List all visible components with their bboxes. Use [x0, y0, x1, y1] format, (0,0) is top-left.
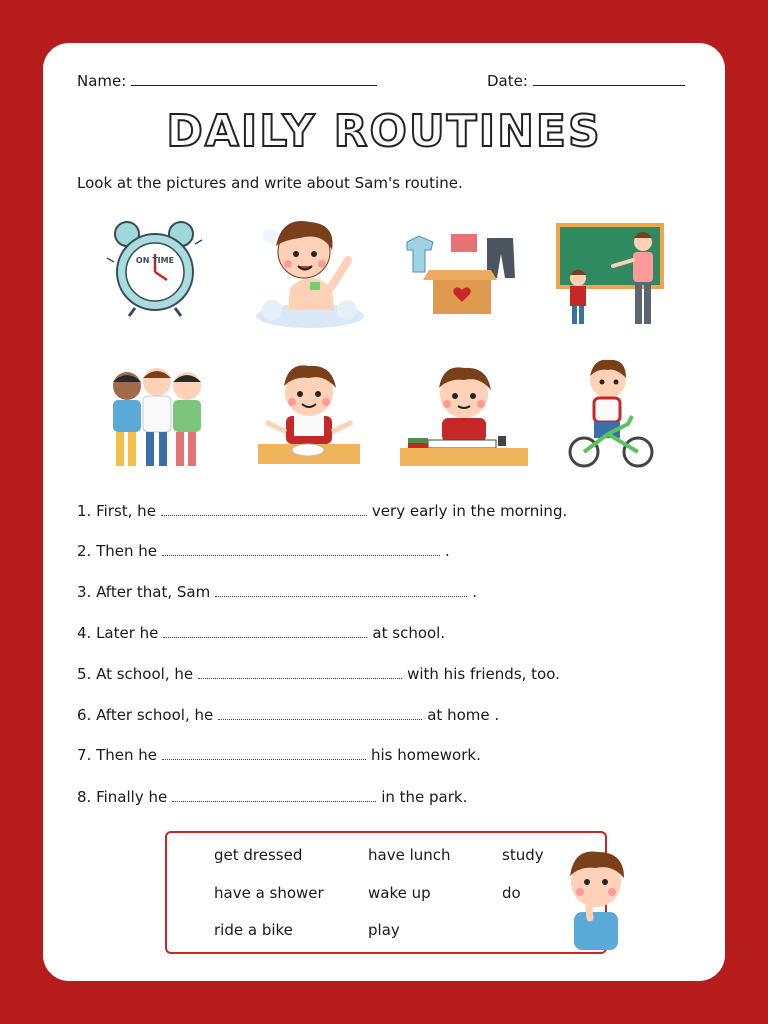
- question-3-end: .: [472, 583, 477, 601]
- question-2-end: .: [445, 542, 450, 560]
- question-6-text: 6. After school, he: [77, 706, 214, 724]
- question-6: [77, 706, 499, 724]
- word-bank-item: have lunch: [368, 846, 451, 864]
- date-label: Date:: [487, 72, 528, 90]
- clothes-box-icon: [403, 228, 521, 322]
- word-bank-item: study: [502, 846, 544, 864]
- question-4-end: at school.: [372, 624, 446, 642]
- word-bank-item: play: [368, 921, 400, 939]
- question-7-end: his homework.: [371, 746, 481, 764]
- question-8-end: in the park.: [381, 788, 468, 806]
- question-5-text: 5. At school, he: [77, 665, 194, 683]
- name-line[interactable]: [131, 85, 377, 86]
- bike-icon: [566, 356, 656, 474]
- answer-blank-4[interactable]: [163, 627, 367, 638]
- word-bank-item: ride a bike: [214, 921, 293, 939]
- question-4: [77, 624, 445, 642]
- question-2-text: 2. Then he: [77, 542, 157, 560]
- name-label: Name:: [77, 72, 127, 90]
- word-bank-item: do: [502, 884, 521, 902]
- teacher-board-icon: [555, 222, 665, 334]
- answer-blank-6[interactable]: [218, 709, 422, 720]
- question-7: [77, 746, 481, 764]
- shower-icon: [252, 210, 367, 332]
- name-field[interactable]: [77, 72, 377, 90]
- question-5-end: with his friends, too.: [407, 665, 560, 683]
- lunch-icon: [258, 360, 360, 472]
- answer-blank-8[interactable]: [172, 791, 376, 802]
- answer-blank-3[interactable]: [215, 586, 467, 597]
- date-line[interactable]: [533, 85, 685, 86]
- question-6-end: at home .: [427, 706, 500, 724]
- question-3: [77, 583, 477, 601]
- answer-blank-2[interactable]: [162, 545, 440, 556]
- question-1-end: very early in the morning.: [371, 502, 568, 520]
- thinking-boy-icon: [560, 846, 632, 956]
- question-1: [77, 502, 567, 520]
- question-7-text: 7. Then he: [77, 746, 157, 764]
- question-8: [77, 788, 467, 806]
- alarm-clock-icon: [105, 218, 205, 322]
- page-title: DAILY ROUTINES: [166, 106, 602, 157]
- date-field[interactable]: [487, 72, 685, 90]
- instructions: Look at the pictures and write about Sam's routine.: [77, 174, 463, 192]
- question-8-text: 8. Finally he: [77, 788, 168, 806]
- question-3-text: 3. After that, Sam: [77, 583, 211, 601]
- answer-blank-1[interactable]: [161, 505, 367, 516]
- answer-blank-5[interactable]: [198, 668, 402, 679]
- question-1-text: 1. First, he: [77, 502, 156, 520]
- question-4-text: 4. Later he: [77, 624, 159, 642]
- clock-text: ON TIME: [135, 256, 175, 265]
- friends-icon: [103, 362, 213, 478]
- homework-icon: [398, 362, 530, 472]
- answer-blank-7[interactable]: [162, 749, 366, 760]
- question-5: [77, 665, 560, 683]
- word-bank-item: get dressed: [214, 846, 303, 864]
- word-bank-item: wake up: [368, 884, 431, 902]
- question-2: [77, 542, 450, 560]
- word-bank-item: have a shower: [214, 884, 324, 902]
